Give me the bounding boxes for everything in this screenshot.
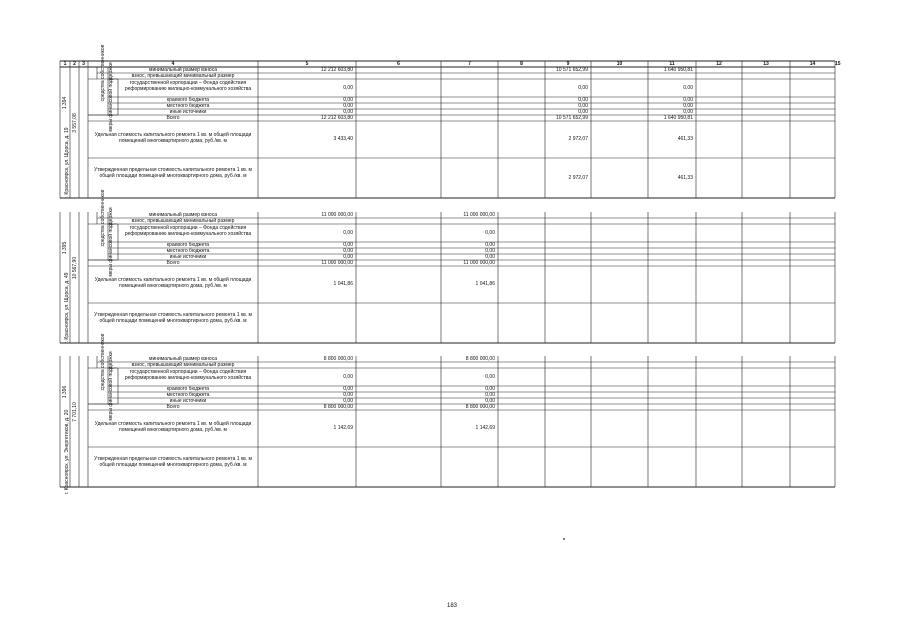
cell-value: 0,00 bbox=[343, 97, 353, 103]
limit-cost-label: Утвержденная предельная стоимость капитального ремонта 1 кв. м общей площади помещений многоквартирного дома, руб./кв. м bbox=[94, 167, 252, 179]
cell-value: 11 000 000,00 bbox=[463, 212, 495, 218]
column-header: 11 bbox=[669, 61, 675, 67]
cell-value: 8 800 000,00 bbox=[323, 404, 353, 410]
cell-value: 0,00 bbox=[485, 386, 495, 392]
cell-value: 0,00 bbox=[343, 254, 353, 260]
page-number: 183 bbox=[446, 603, 457, 609]
cell-value: 0,00 bbox=[343, 103, 353, 109]
cell-value: 0,00 bbox=[343, 85, 353, 91]
row-label: государственной корпорации – Фонда содействия реформированию жилищно-коммунального хозяйства bbox=[124, 225, 252, 237]
row-label: краевого бюджета bbox=[166, 242, 210, 248]
support-measures-label: меры финансовой поддержки bbox=[108, 207, 114, 277]
row-label: государственной корпорации – Фонда содействия реформированию жилищно-коммунального хозяйства bbox=[124, 80, 252, 92]
row-label: Всего bbox=[166, 404, 180, 410]
house-area: 10 567,90 bbox=[71, 256, 78, 279]
cell-value: 0,00 bbox=[578, 109, 588, 115]
stray-mark bbox=[563, 538, 565, 540]
limit-cost-label: Утвержденная предельная стоимость капитального ремонта 1 кв. м общей площади помещений многоквартирного дома, руб./кв. м bbox=[94, 312, 252, 324]
cell-value: 0,00 bbox=[485, 254, 495, 260]
row-label: взнос, превышающий минимальный размер bbox=[131, 362, 235, 368]
limit-cost-label: Утвержденная предельная стоимость капитального ремонта 1 кв. м общей площади помещений многоквартирного дома, руб./кв. м bbox=[94, 456, 252, 468]
column-header: 12 bbox=[716, 61, 722, 67]
unit-cost-value: 1 142,69 bbox=[475, 425, 495, 431]
cell-value: 0,00 bbox=[683, 103, 693, 109]
cell-value: 11 000 000,00 bbox=[321, 212, 353, 218]
unit-cost-label: Удельная стоимость капитального ремонта 1 кв. м общей площади помещений многоквартирного дома, руб./кв. м bbox=[94, 421, 252, 433]
cell-value: 0,00 bbox=[343, 386, 353, 392]
row-label: минимальный размер взноса bbox=[149, 356, 217, 362]
cell-value: 0,00 bbox=[485, 242, 495, 248]
cell-value: 12 212 603,80 bbox=[321, 115, 353, 121]
cell-value: 10 571 652,99 bbox=[556, 115, 588, 121]
row-label: краевого бюджета bbox=[166, 97, 210, 103]
row-label: местного бюджета bbox=[166, 103, 210, 109]
column-header: 2 bbox=[73, 61, 76, 67]
cell-value: 8 800 000,00 bbox=[465, 404, 495, 410]
row-label: иные источники bbox=[169, 109, 207, 115]
fund-source-label: средства собственников bbox=[99, 44, 106, 102]
cell-value: 0,00 bbox=[343, 392, 353, 398]
cell-value: 8 800 000,00 bbox=[465, 356, 495, 362]
cell-value: 0,00 bbox=[343, 374, 353, 380]
row-label: государственной корпорации – Фонда содействия реформированию жилищно-коммунального хозяйства bbox=[124, 369, 252, 381]
row-label: Всего bbox=[166, 260, 180, 266]
cell-value: 8 800 000,00 bbox=[323, 356, 353, 362]
cell-value: 0,00 bbox=[485, 248, 495, 254]
house-number: 1.395 bbox=[62, 241, 68, 254]
cell-value: 0,00 bbox=[343, 242, 353, 248]
row-label: местного бюджета bbox=[166, 248, 210, 254]
cell-value: 10 571 652,99 bbox=[556, 67, 588, 73]
fund-source-label: средства собственников bbox=[99, 189, 106, 247]
unit-cost-value: 1 142,69 bbox=[333, 425, 353, 431]
support-measures-label: меры финансовой поддержки bbox=[108, 351, 114, 421]
column-header: 7 bbox=[468, 61, 471, 67]
limit-cost-value: 2 972,07 bbox=[568, 175, 588, 181]
column-header: 13 bbox=[763, 61, 769, 67]
cell-value: 11 000 000,00 bbox=[321, 260, 353, 266]
row-label: минимальный размер взноса bbox=[149, 67, 217, 73]
column-header: 9 bbox=[566, 61, 570, 67]
cell-value: 0,00 bbox=[683, 109, 693, 115]
row-label: минимальный размер взноса bbox=[149, 212, 217, 218]
column-header: 5 bbox=[305, 61, 309, 67]
cell-value: 0,00 bbox=[485, 230, 495, 236]
unit-cost-value: 1 041,86 bbox=[333, 281, 353, 287]
cell-value: 1 640 950,81 bbox=[663, 115, 693, 121]
column-header: 3 bbox=[82, 61, 85, 67]
house-address: г. Красноярск, ул. Щорса, д. 49 bbox=[64, 271, 70, 344]
cell-value: 0,00 bbox=[343, 230, 353, 236]
house-address: г. Красноярск, ул. Щорса, д. 19 bbox=[64, 126, 70, 199]
cell-value: 11 000 000,00 bbox=[463, 260, 495, 266]
unit-cost-value: 2 972,07 bbox=[568, 136, 588, 142]
cell-value: 12 212 603,80 bbox=[321, 67, 353, 73]
cell-value: 0,00 bbox=[578, 97, 588, 103]
cell-value: 0,00 bbox=[578, 103, 588, 109]
unit-cost-label: Удельная стоимость капитального ремонта 1 кв. м общей площади помещений многоквартирного дома, руб./кв. м bbox=[94, 132, 252, 144]
column-header: 8 bbox=[520, 61, 523, 67]
row-label: взнос, превышающий минимальный размер bbox=[131, 73, 235, 79]
house-address: г. Красноярск, ул. Энергетиков, д. 20 bbox=[64, 409, 70, 494]
row-label: иные источники bbox=[169, 254, 207, 260]
row-label: краевого бюджета bbox=[166, 386, 210, 392]
column-header: 1 bbox=[63, 61, 67, 67]
column-header: 6 bbox=[397, 61, 400, 67]
house-number: 1.394 bbox=[62, 96, 68, 109]
cell-value: 0,00 bbox=[485, 392, 495, 398]
house-area: 7 701,10 bbox=[71, 401, 78, 422]
column-header: 10 bbox=[616, 61, 623, 67]
column-header: 14 bbox=[809, 61, 816, 67]
cell-value: 0,00 bbox=[683, 97, 693, 103]
support-measures-label: меры финансовой поддержки bbox=[108, 62, 114, 132]
row-label: взнос, превышающий минимальный размер bbox=[131, 218, 235, 224]
row-label: местного бюджета bbox=[166, 392, 210, 398]
unit-cost-value: 1 041,86 bbox=[475, 281, 495, 287]
cell-value: 0,00 bbox=[343, 109, 353, 115]
unit-cost-value: 3 433,40 bbox=[333, 136, 353, 142]
house-number: 1.396 bbox=[62, 385, 68, 398]
cell-value: 1 640 950,81 bbox=[663, 67, 693, 73]
cell-value: 0,00 bbox=[485, 374, 495, 380]
unit-cost-label: Удельная стоимость капитального ремонта 1 кв. м общей площади помещений многоквартирного дома, руб./кв. м bbox=[94, 277, 252, 289]
cell-value: 0,00 bbox=[485, 398, 495, 404]
unit-cost-value: 461,33 bbox=[677, 136, 693, 142]
row-label: иные источники bbox=[169, 398, 207, 404]
limit-cost-value: 461,33 bbox=[677, 175, 693, 181]
fund-source-label: средства собственников bbox=[99, 333, 106, 391]
cell-value: 0,00 bbox=[343, 248, 353, 254]
cell-value: 0,00 bbox=[683, 85, 693, 91]
house-area: 3 557,08 bbox=[71, 112, 78, 133]
column-header: 15 bbox=[835, 61, 841, 67]
cell-value: 0,00 bbox=[578, 85, 588, 91]
cell-value: 0,00 bbox=[343, 398, 353, 404]
row-label: Всего bbox=[166, 115, 180, 121]
column-header: 4 bbox=[171, 61, 175, 67]
